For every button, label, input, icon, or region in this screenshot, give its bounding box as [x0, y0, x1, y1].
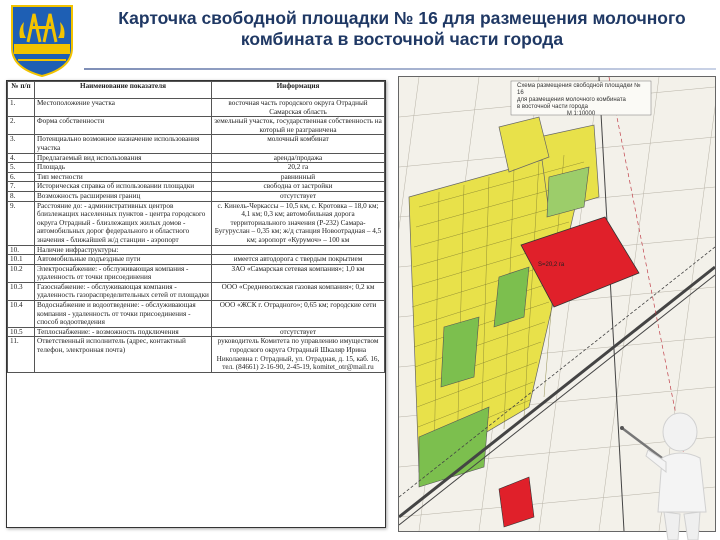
site-info-table: [7, 81, 385, 373]
row-number: 10.1: [8, 255, 35, 265]
row-information: ООО «ЖСК г. Отрадного»; 0,65 км; городские сети: [212, 301, 385, 328]
column-header-information: Информация: [212, 82, 385, 99]
row-information: с. Кинель-Черкассы – 10,5 км, с. Кротовка – 18,0 км; 4,1 км; 0,3 км; автомобильная дорога территориального значения (Р-232) Самара-Бугуруслан – 0,35 км; ж/д станция Новоотрадная – 4,5 км; аэропорт «Курумоч» – 100 км: [212, 201, 385, 245]
row-number: 4.: [8, 153, 35, 163]
row-indicator: Теплоснабжение: - возможность подключения: [35, 327, 212, 337]
row-indicator: Расстояние до: - административных центров близлежащих населенных пунктов - центра городского округа Отрадный - близлежащих жилых домов - автомобильных дорог федерального и областного значения - ближайшей ж/д станции - аэропорт: [35, 201, 212, 245]
row-number: 11.: [8, 337, 35, 372]
row-indicator: Газоснабжение: - обслуживающая компания - удаленность газораспределительных сетей от площадки: [35, 282, 212, 300]
row-indicator: Потенциально возможное назначение использования участка: [35, 135, 212, 153]
row-number: 2.: [8, 117, 35, 135]
site-card-document: [6, 80, 386, 528]
page-title: [96, 8, 708, 50]
row-information: земельный участок, государственная собственность на который не разграничена: [212, 117, 385, 135]
row-indicator: Возможность расширения границ: [35, 191, 212, 201]
row-number: 7.: [8, 182, 35, 192]
row-number: 10.: [8, 245, 35, 255]
row-information: аренда/продажа: [212, 153, 385, 163]
table-row: [8, 301, 385, 328]
table-row: [8, 337, 385, 372]
row-information: 20,2 га: [212, 163, 385, 173]
row-information: отсутствует: [212, 191, 385, 201]
row-number: 10.4: [8, 301, 35, 328]
slide-header: [0, 0, 720, 72]
row-number: 10.3: [8, 282, 35, 300]
row-number: 1.: [8, 99, 35, 117]
header-divider: [84, 68, 716, 70]
row-indicator: Ответственный исполнитель (адрес, контактный телефон, электронная почта): [35, 337, 212, 372]
row-information: молочный комбинат: [212, 135, 385, 153]
row-number: 5.: [8, 163, 35, 173]
title-line-1: Карточка свободной площадки № 16 для размещения молочного: [118, 8, 686, 28]
row-information: равнинный: [212, 172, 385, 182]
table-row: [8, 327, 385, 337]
row-number: 10.2: [8, 264, 35, 282]
title-line-2: комбината в восточной части города: [240, 29, 564, 49]
table-row: [8, 117, 385, 135]
row-indicator: Наличие инфраструктуры:: [35, 245, 212, 255]
table-row: [8, 282, 385, 300]
city-coat-of-arms-icon: [6, 4, 78, 78]
table-row: [8, 264, 385, 282]
map-legend: [517, 83, 645, 118]
table-row: [8, 245, 385, 255]
row-number: 3.: [8, 135, 35, 153]
plot-area-label: S=20,2 га: [538, 262, 565, 268]
row-information: свободна от застройки: [212, 182, 385, 192]
row-information: имеется автодорога с твердым покрытием: [212, 255, 385, 265]
table-row: [8, 99, 385, 117]
column-header-indicator: Наименование показателя: [35, 82, 212, 99]
row-indicator: Предлагаемый вид использования: [35, 153, 212, 163]
row-information: [212, 245, 385, 255]
table-row: [8, 182, 385, 192]
row-information: отсутствует: [212, 327, 385, 337]
row-number: 9.: [8, 201, 35, 245]
row-information: руководитель Комитета по управлению имуществом городского округа Отрадный Шкаляр Ирина Николаевна г. Отрадный, ул. Отрадная, д. 15, каб. 16, тел. (84661) 2-16-90, 2-45-19, komitet_otr@mail.ru: [212, 337, 385, 372]
row-information: восточная часть городского округа Отрадный Самарская область: [212, 99, 385, 117]
map-legend-line-2: для размещения молочного комбината: [517, 97, 626, 103]
row-number: 10.5: [8, 327, 35, 337]
table-row: [8, 163, 385, 173]
column-header-number: № п/п: [8, 82, 35, 99]
row-number: 8.: [8, 191, 35, 201]
table-row: [8, 172, 385, 182]
table-row: [8, 191, 385, 201]
table-row: [8, 255, 385, 265]
table-row: [8, 153, 385, 163]
row-indicator: Электроснабжение: - обслуживающая компания - удаленность от точки присоединения: [35, 264, 212, 282]
row-number: 6.: [8, 172, 35, 182]
table-row: [8, 135, 385, 153]
row-indicator: Тип местности: [35, 172, 212, 182]
row-indicator: Водоснабжение и водоотведение: - обслуживающая компания - удаленность от точки присоединения - способ водоотведения: [35, 301, 212, 328]
row-indicator: Автомобильные подъездные пути: [35, 255, 212, 265]
row-information: ООО «Средневолжская газовая компания»; 0,2 км: [212, 282, 385, 300]
row-indicator: Историческая справка об использовании площадки: [35, 182, 212, 192]
row-indicator: Местоположение участка: [35, 99, 212, 117]
row-indicator: Площадь: [35, 163, 212, 173]
presenter-figure-icon: [618, 392, 720, 540]
map-legend-line-3: в восточной части города: [517, 104, 588, 110]
map-legend-line-1: Схема размещения свободной площадки № 16: [517, 83, 641, 96]
map-scale: М 1:10000: [566, 111, 596, 117]
row-information: ЗАО «Самарская сетевая компания»; 1,0 км: [212, 264, 385, 282]
row-indicator: Форма собственности: [35, 117, 212, 135]
table-row: [8, 201, 385, 245]
table-header-row: [8, 82, 385, 99]
